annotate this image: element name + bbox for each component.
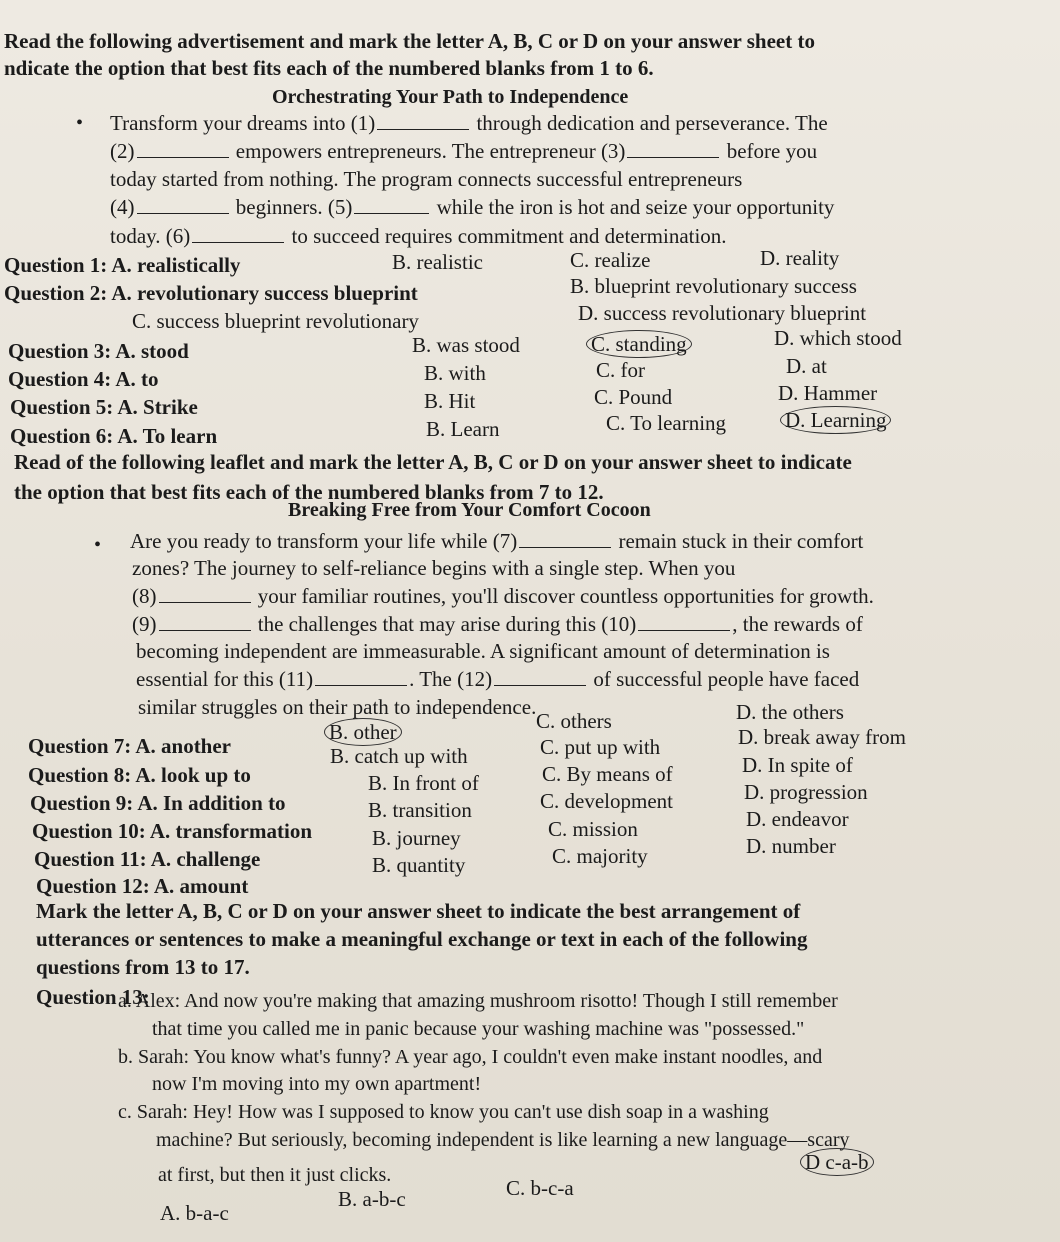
q7-label: Question 7: A. another [28, 734, 232, 758]
q10-label: Question 10: A. transformation [32, 819, 312, 843]
q12-option-b[interactable]: B. quantity [372, 853, 466, 877]
q8-option-c[interactable]: C. put up with [540, 735, 661, 759]
p2-l1b: remain stuck in their comfort [618, 529, 864, 553]
q5-option-c[interactable]: C. Pound [594, 385, 673, 409]
q13-item-a-line-2: that time you called me in panic because your washing machine was "possessed." [152, 1018, 805, 1040]
instruction-3-line-1: Mark the letter A, B, C or D on your answer sheet to indicate the best arrangement of [36, 899, 801, 923]
q4-label: Question 4: A. to [8, 367, 159, 391]
blank-4[interactable] [137, 195, 229, 214]
q6-label: Question 6: A. To learn [10, 424, 218, 448]
q3-option-b[interactable]: B. was stood [412, 333, 520, 357]
blank-5[interactable] [354, 195, 429, 214]
passage-2-title: Breaking Free from Your Comfort Cocoon [288, 499, 651, 521]
q8-option-b[interactable]: B. catch up with [330, 744, 468, 768]
blank-12[interactable] [494, 667, 586, 686]
q3-option-d[interactable]: D. which stood [774, 326, 902, 350]
instruction-3-line-3: questions from 13 to 17. [36, 955, 250, 979]
p2-l1a: Are you ready to transform your life while (7) [130, 529, 518, 553]
p2-l4a: (9) [132, 612, 157, 636]
q1-option-b[interactable]: B. realistic [392, 250, 483, 274]
blank-7[interactable] [519, 529, 611, 548]
p1-line-3: today started from nothing. The program connects successful entrepreneurs [110, 167, 743, 191]
q13-option-b-text: B. a-b-c [338, 1187, 406, 1211]
q8-option-d[interactable]: D. break away from [738, 725, 906, 749]
p1-l4b: beginners. (5) [235, 195, 353, 219]
p1-l4a: (4) [110, 195, 135, 219]
q2-option-d[interactable]: D. success revolutionary blueprint [578, 301, 867, 325]
q13-option-c[interactable] [506, 1175, 574, 1201]
p2-l4b: the challenges that may arise during this (10) [257, 612, 637, 636]
q6-circled-answer: D. Learning [780, 406, 891, 434]
instruction-2-line-2: the option that best fits each of the numbered blanks from 7 to 12. [14, 480, 604, 504]
q4-option-c[interactable]: C. for [596, 358, 645, 382]
q7-option-c[interactable]: C. others [536, 709, 612, 733]
p1-line-5 [110, 223, 727, 249]
p2-l3a: (8) [132, 584, 157, 608]
q13-item-c-line-1: c. Sarah: Hey! How was I supposed to know you can't use dish soap in a washing [118, 1101, 769, 1123]
p1-l2a: (2) [110, 139, 135, 163]
blank-9[interactable] [159, 612, 251, 631]
q3-option-c[interactable] [590, 330, 692, 358]
p1-line-1 [110, 110, 828, 136]
q10-option-b[interactable]: B. transition [368, 798, 472, 822]
q10-option-d[interactable]: D. progression [744, 780, 868, 804]
p2-line-3 [132, 583, 874, 609]
p1-line-4 [110, 194, 834, 220]
q1-label: Question 1: A. realistically [4, 253, 241, 277]
q4-option-d[interactable]: D. at [786, 354, 827, 378]
q13-item-c-line-2: machine? But seriously, becoming independent is like learning a new language—scary [156, 1129, 850, 1151]
p1-line-2 [110, 138, 817, 164]
q6-option-d[interactable] [784, 406, 891, 434]
q13-label: Question 13: [36, 985, 150, 1009]
q11-option-b[interactable]: B. journey [372, 826, 461, 850]
q13-option-a[interactable] [160, 1200, 229, 1226]
p1-l2b: empowers entrepreneurs. The entrepreneur (3) [235, 139, 626, 163]
p2-line-6 [136, 666, 859, 692]
p2-l6a: essential for this (11) [136, 667, 314, 691]
blank-1[interactable] [377, 111, 469, 130]
instruction-2-line-1: Read of the following leaflet and mark the letter A, B, C or D on your answer sheet to indicate [14, 450, 852, 474]
bullet-2: • [94, 534, 102, 556]
p2-line-7: similar struggles on their path to independence. [138, 695, 537, 719]
p2-line-5: becoming independent are immeasurable. A significant amount of determination is [136, 639, 830, 663]
q13-option-d[interactable] [804, 1148, 874, 1176]
q6-option-c[interactable]: C. To learning [606, 411, 727, 435]
p2-line-2: zones? The journey to self-reliance begins with a single step. When you [132, 556, 736, 580]
q13-option-b[interactable] [338, 1186, 406, 1212]
q12-label: Question 12: A. amount [36, 874, 249, 898]
q4-option-b[interactable]: B. with [424, 361, 486, 385]
p2-line-1 [130, 528, 863, 554]
p2-line-4 [132, 611, 863, 637]
instruction-1-line-1: Read the following advertisement and mark the letter A, B, C or D on your answer sheet to [4, 29, 815, 53]
p2-l4c: , the rewards of [732, 612, 863, 636]
instruction-3-line-2: utterances or sentences to make a meaningful exchange or text in each of the following [36, 927, 808, 951]
passage-1-title: Orchestrating Your Path to Independence [272, 86, 629, 108]
q8-label: Question 8: A. look up to [28, 763, 251, 787]
q13-item-a-line-1: a. Alex: And now you're making that amazing mushroom risotto! Though I still remember [118, 990, 838, 1012]
q12-option-d[interactable]: D. number [746, 834, 836, 858]
blank-3[interactable] [627, 139, 719, 158]
bullet-1: • [76, 112, 84, 134]
q13-option-a-text: A. b-a-c [160, 1201, 229, 1225]
q10-option-c[interactable]: C. development [540, 789, 673, 813]
blank-2[interactable] [137, 139, 229, 158]
q13-item-b-line-2: now I'm moving into my own apartment! [152, 1073, 482, 1095]
q2-option-c[interactable]: C. success blueprint revolutionary [132, 309, 419, 333]
q13-circled-answer: D c-a-b [800, 1148, 874, 1176]
q3-label: Question 3: A. stood [8, 339, 189, 363]
q5-option-d[interactable]: D. Hammer [778, 381, 878, 405]
q12-option-c[interactable]: C. majority [552, 844, 648, 868]
q2-option-b[interactable]: B. blueprint revolutionary success [570, 274, 857, 298]
p2-l6c: of successful people have faced [593, 667, 860, 691]
q2-label: Question 2: A. revolutionary success blueprint [4, 281, 418, 305]
q13-option-c-text: C. b-c-a [506, 1176, 574, 1200]
p2-l6b: . The (12) [409, 667, 493, 691]
q9-option-b[interactable]: B. In front of [368, 771, 479, 795]
q6-option-b[interactable]: B. Learn [426, 417, 500, 441]
blank-10[interactable] [638, 612, 730, 631]
q7-option-b[interactable] [328, 718, 402, 746]
p1-l5a: today. (6) [110, 224, 191, 248]
q7-circled-answer: B. other [324, 718, 402, 746]
p1-l5b: to succeed requires commitment and determination. [291, 224, 727, 248]
q5-label: Question 5: A. Strike [10, 395, 198, 419]
q7-option-d[interactable]: D. the others [736, 700, 844, 724]
q9-option-d[interactable]: D. In spite of [742, 753, 853, 777]
instruction-1-line-2: ndicate the option that best fits each of the numbered blanks from 1 to 6. [4, 56, 654, 80]
p2-l3b: your familiar routines, you'll discover countless opportunities for growth. [257, 584, 874, 608]
q11-option-c[interactable]: C. mission [548, 817, 638, 841]
q9-option-c[interactable]: C. By means of [542, 762, 673, 786]
blank-8[interactable] [159, 584, 251, 603]
q13-item-c-line-3: at first, but then it just clicks. [158, 1164, 392, 1186]
q11-label: Question 11: A. challenge [34, 847, 261, 871]
q5-option-b[interactable]: B. Hit [424, 389, 476, 413]
p1-l4c: while the iron is hot and seize your opportunity [436, 195, 835, 219]
q1-option-c[interactable]: C. realize [570, 248, 651, 272]
blank-6[interactable] [192, 224, 284, 243]
p1-l1a: Transform your dreams into (1) [110, 111, 376, 135]
q3-circled-answer: C. standing [586, 330, 692, 358]
blank-11[interactable] [315, 667, 407, 686]
p1-l2c: before you [726, 139, 818, 163]
q11-option-d[interactable]: D. endeavor [746, 807, 849, 831]
q9-label: Question 9: A. In addition to [30, 791, 286, 815]
p1-l1b: through dedication and perseverance. The [476, 111, 828, 135]
q13-item-b-line-1: b. Sarah: You know what's funny? A year ago, I couldn't even make instant noodles, and [118, 1046, 823, 1068]
q1-option-d[interactable]: D. reality [760, 246, 840, 270]
